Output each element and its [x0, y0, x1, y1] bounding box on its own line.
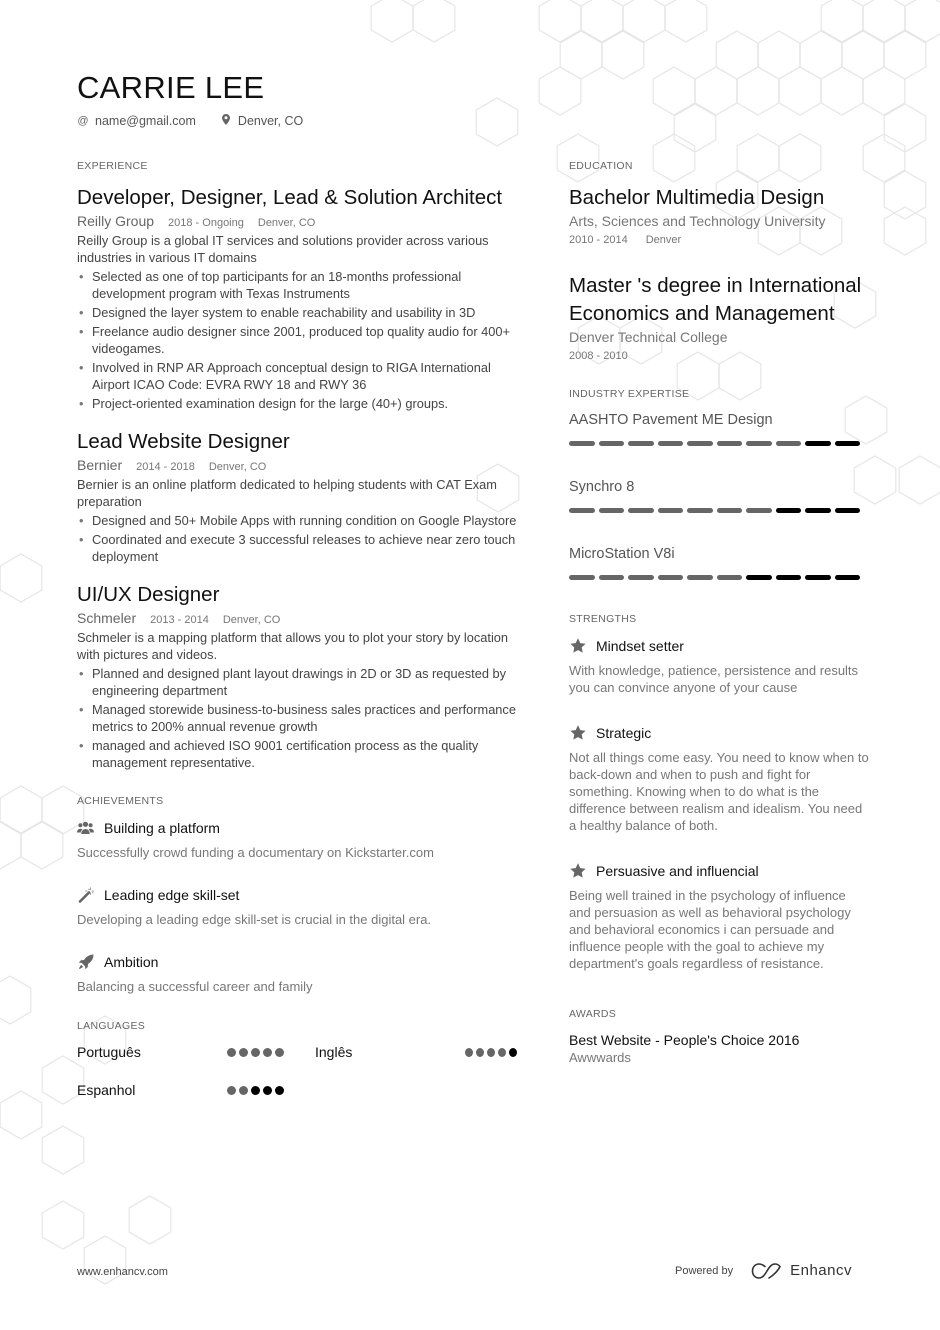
level-segment: [569, 508, 595, 513]
magic-wand-icon: [77, 886, 94, 903]
education-location: Denver: [645, 234, 682, 246]
achievements-section: [77, 795, 522, 994]
level-segment-highlighted: [805, 441, 831, 446]
achievement-description: Balancing a successful career and family: [77, 979, 313, 994]
footer-branding: [675, 1262, 852, 1279]
job-meta: [77, 213, 522, 229]
level-dot: [275, 1048, 284, 1057]
level-segment-highlighted: [776, 575, 802, 580]
strength-title: Mindset setter: [596, 637, 684, 654]
level-dot: [487, 1048, 495, 1057]
job-bullet: • Designed the layer system to enable reachability and usability in 3D: [77, 304, 522, 321]
job-title: UI/UX Designer: [77, 583, 220, 606]
job-bullet-list: [77, 512, 522, 565]
enhancv-logo-icon: [751, 1263, 783, 1279]
degree-title: Master 's degree in International Economics and Management: [569, 274, 862, 325]
school-name: Denver Technical College: [569, 329, 728, 345]
section-title-awards: AWARDS: [569, 1008, 617, 1020]
job-bullet: • Coordinated and execute 3 successful releases to achieve near zero touch deployment: [77, 531, 522, 565]
job-location: Denver, CO: [208, 461, 267, 473]
achievement-header: [77, 953, 522, 970]
level-segment: [628, 575, 654, 580]
awards-section: [569, 1008, 869, 1065]
job-dates: 2018 - Ongoing: [168, 217, 244, 229]
brand-name: Enhancv: [790, 1262, 852, 1279]
strength-description: Being well trained in the psychology of influence and persuasion as well as behavioral psychology and behavioral economics i can persuade and influence people with the goal to achieve my department's goals regardless of resistance.: [569, 888, 851, 971]
award-title: Best Website - People's Choice 2016: [569, 1032, 800, 1048]
at-icon: @: [77, 115, 89, 127]
right-column: [569, 160, 869, 1065]
users-icon: [77, 819, 94, 836]
education-meta: [569, 234, 869, 246]
language-level-indicator: [227, 1048, 315, 1057]
school-name: Arts, Sciences and Technology University: [569, 213, 826, 229]
job-entry: [77, 184, 522, 412]
experience-section: [77, 160, 522, 771]
expertise-list: [569, 412, 869, 580]
award-item: [569, 1032, 869, 1065]
job-description: Schmeler is a mapping platform that allows you to plot your story by location with pictures and videos.: [77, 630, 509, 662]
job-bullet: • Designed and 50+ Mobile Apps with running condition on Google Playstore: [77, 512, 522, 529]
achievement-title: Leading edge skill-set: [104, 886, 240, 903]
level-segment: [687, 575, 713, 580]
expertise-level-bar: [569, 508, 869, 513]
left-column: [77, 160, 522, 1098]
level-segment: [658, 441, 684, 446]
star-icon: [569, 724, 586, 741]
level-segment-highlighted: [835, 508, 861, 513]
level-dot: [263, 1048, 272, 1057]
level-segment-highlighted: [805, 575, 831, 580]
level-segment: [569, 441, 595, 446]
job-bullet: • Managed storewide business-to-business sales practices and performance metrics to 200% annual revenue growth: [77, 701, 522, 735]
job-meta: [77, 610, 522, 626]
job-bullet: • Freelance audio designer since 2001, produced top quality audio for 400+ videogames.: [77, 323, 522, 357]
rocket-icon: [77, 953, 94, 970]
level-segment: [746, 508, 772, 513]
job-list: [77, 184, 522, 771]
powered-by-label: Powered by: [675, 1264, 734, 1277]
level-segment: [717, 508, 743, 513]
job-meta: [77, 457, 522, 473]
achievement-title: Ambition: [104, 953, 159, 970]
level-segment: [776, 441, 802, 446]
level-segment: [746, 441, 772, 446]
strength-title: Persuasive and influencial: [596, 862, 759, 879]
level-segment: [658, 575, 684, 580]
level-segment: [717, 441, 743, 446]
education-entry: [569, 272, 869, 362]
achievement-header: [77, 819, 522, 836]
education-entry: [569, 184, 869, 246]
level-dot: [239, 1048, 248, 1057]
achievement-description: Developing a leading edge skill-set is crucial in the digital era.: [77, 912, 432, 927]
job-bullet: • Selected as one of top participants for an 18-months professional development program with Texas Instruments: [77, 268, 522, 302]
language-level-indicator: [227, 1086, 315, 1095]
level-segment: [628, 508, 654, 513]
job-location: Denver, CO: [222, 614, 281, 626]
level-segment-highlighted: [835, 441, 861, 446]
level-dot: [465, 1048, 473, 1057]
level-dot: [498, 1048, 506, 1057]
award-organization: Awwwards: [569, 1050, 631, 1065]
level-segment: [628, 441, 654, 446]
section-title-strengths: STRENGTHS: [569, 613, 637, 625]
languages-section: [77, 1020, 522, 1098]
enhancv-brand-link[interactable]: [751, 1262, 852, 1279]
candidate-name: CARRIE LEE: [77, 70, 265, 105]
level-segment: [687, 508, 713, 513]
star-icon: [569, 862, 586, 879]
expertise-level-bar: [569, 441, 869, 446]
expertise-level-bar: [569, 575, 869, 580]
achievement-title: Building a platform: [104, 819, 220, 836]
level-segment-highlighted: [776, 508, 802, 513]
language-name: Português: [77, 1044, 141, 1060]
map-pin-icon: [220, 114, 232, 128]
expertise-name: MicroStation V8i: [569, 546, 675, 562]
job-title: Lead Website Designer: [77, 430, 290, 453]
job-bullet-list: [77, 665, 522, 771]
job-dates: 2013 - 2014: [150, 614, 209, 626]
award-list: [569, 1032, 869, 1065]
job-location: Denver, CO: [257, 217, 316, 229]
expertise-item: [569, 412, 869, 446]
achievement-description: Successfully crowd funding a documentary on Kickstarter.com: [77, 845, 434, 860]
strength-list: [569, 637, 869, 972]
level-segment-highlighted: [746, 575, 772, 580]
level-segment: [599, 575, 625, 580]
job-bullet: • Planned and designed plant layout drawings in 2D or 3D as requested by engineering department: [77, 665, 522, 699]
level-segment: [687, 441, 713, 446]
strength-item: [569, 637, 869, 696]
strength-title: Strategic: [596, 724, 652, 741]
level-dot-filled: [263, 1086, 272, 1095]
location-text: Denver, CO: [237, 114, 304, 128]
job-dates: 2014 - 2018: [136, 461, 195, 473]
language-name: Espanhol: [77, 1082, 136, 1098]
expertise-item: [569, 479, 869, 513]
strength-description: Not all things come easy. You need to know when to back-down and when to push and fight for something. Knowing when to do what is the difference between realism and idealism. You need a healthy balance of both.: [569, 750, 869, 833]
education-meta: [569, 350, 869, 362]
level-segment-highlighted: [805, 508, 831, 513]
job-title: Developer, Designer, Lead & Solution Architect: [77, 186, 503, 209]
strengths-section: [569, 613, 869, 972]
job-company: Reilly Group: [77, 213, 155, 229]
email-link[interactable]: name@gmail.com: [95, 114, 196, 128]
strength-header: [569, 637, 869, 654]
strength-header: [569, 724, 869, 741]
expertise-item: [569, 546, 869, 580]
level-dot: [227, 1086, 236, 1095]
education-list: [569, 184, 869, 362]
achievement-list: [77, 819, 522, 994]
star-icon: [569, 637, 586, 654]
level-dot: [239, 1086, 248, 1095]
level-segment: [599, 508, 625, 513]
degree-title: Bachelor Multimedia Design: [569, 186, 825, 209]
level-segment: [599, 441, 625, 446]
job-bullet: • managed and achieved ISO 9001 certification process as the quality management representative.: [77, 737, 522, 771]
expertise-name: AASHTO Pavement ME Design: [569, 412, 773, 428]
job-description: Reilly Group is a global IT services and solutions provider across various industries in various IT domains: [77, 233, 489, 265]
footer-website-link[interactable]: www.enhancv.com: [77, 1266, 168, 1278]
industry-expertise-section: [569, 388, 869, 580]
strength-item: [569, 724, 869, 834]
job-bullet-list: [77, 268, 522, 412]
job-bullet: • Project-oriented examination design for the large (40+) groups.: [77, 395, 522, 412]
strength-header: [569, 862, 869, 879]
section-title-education: EDUCATION: [569, 160, 633, 172]
education-dates: 2010 - 2014: [569, 234, 628, 246]
education-section: [569, 160, 869, 362]
expertise-name: Synchro 8: [569, 479, 635, 495]
job-company: Bernier: [77, 457, 123, 473]
level-segment: [569, 575, 595, 580]
level-segment-highlighted: [835, 575, 861, 580]
language-list: [77, 1044, 522, 1098]
level-dot-filled: [251, 1086, 260, 1095]
education-dates: 2008 - 2010: [569, 350, 628, 362]
achievement-item: [77, 886, 522, 927]
level-dot-filled: [509, 1048, 517, 1057]
level-dot: [227, 1048, 236, 1057]
language-name: Inglês: [315, 1044, 353, 1060]
job-company: Schmeler: [77, 610, 137, 626]
achievement-header: [77, 886, 522, 903]
achievement-item: [77, 953, 522, 994]
achievement-item: [77, 819, 522, 860]
level-segment: [658, 508, 684, 513]
strength-description: With knowledge, patience, persistence and results you can convince anyone of your cause: [569, 663, 859, 695]
job-description: Bernier is an online platform dedicated to helping students with CAT Exam preparation: [77, 477, 497, 509]
level-dot: [476, 1048, 484, 1057]
section-title-achievements: ACHIEVEMENTS: [77, 795, 164, 807]
job-entry: [77, 581, 522, 771]
contact-info: [77, 114, 303, 128]
level-dot: [251, 1048, 260, 1057]
level-dot-filled: [275, 1086, 284, 1095]
job-bullet: • Involved in RNP AR Approach conceptual design to RIGA International Airport ICAO Code: EVRA RWY 18 and RWY 36: [77, 359, 522, 393]
language-level-indicator: [465, 1048, 517, 1057]
section-title-experience: EXPERIENCE: [77, 160, 148, 172]
level-segment: [717, 575, 743, 580]
section-title-industry-expertise: INDUSTRY EXPERTISE: [569, 388, 690, 400]
section-title-languages: LANGUAGES: [77, 1020, 146, 1032]
strength-item: [569, 862, 869, 972]
job-entry: [77, 428, 522, 565]
